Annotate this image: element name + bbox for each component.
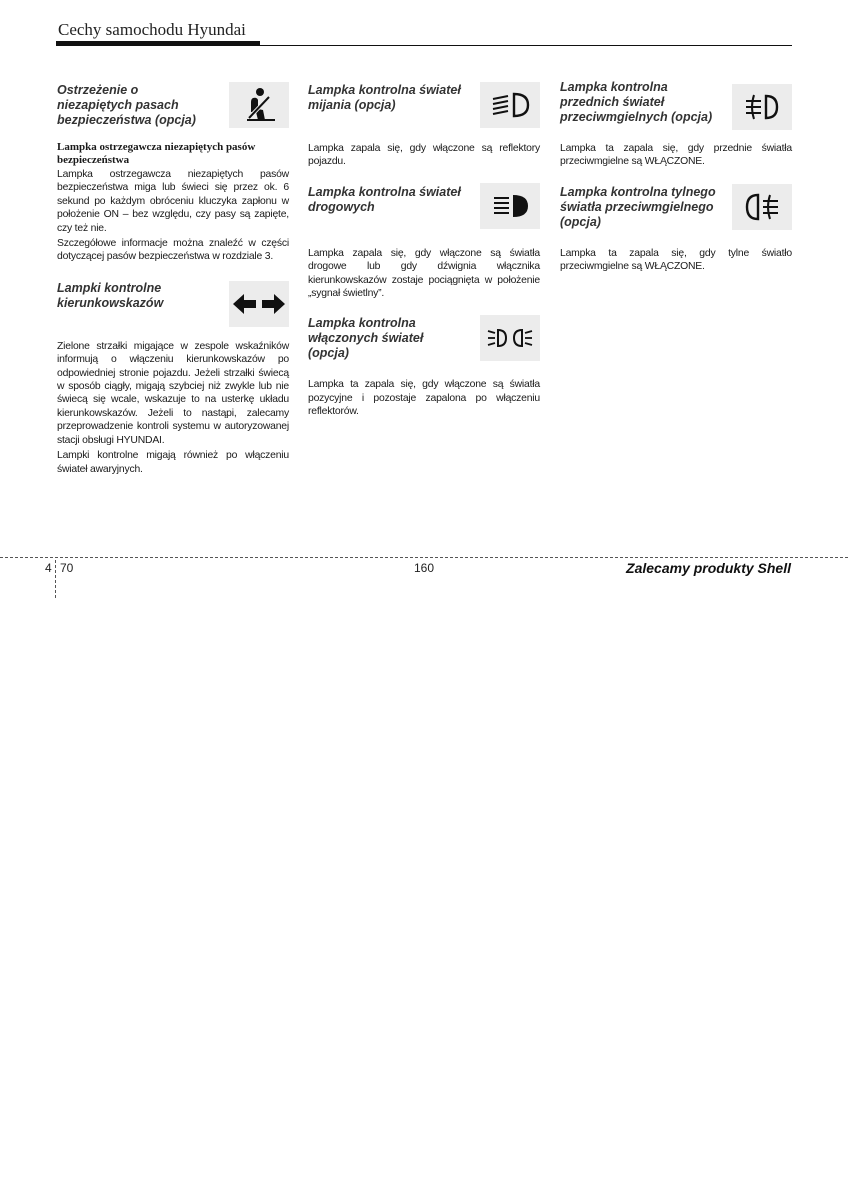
column-1 — [57, 80, 289, 476]
section-title: Lampka kontrolna tylnego światła przeciwmgielnego (opcja) — [560, 184, 716, 229]
section-position-lights — [308, 316, 540, 418]
turn-signal-arrows-icon — [229, 281, 289, 327]
paragraph: Lampka zapala się, gdy włączone są reflektory pojazdu. — [308, 143, 540, 168]
section-title: Lampka kontrolna świateł drogowych — [308, 184, 461, 214]
header-rule — [56, 45, 792, 46]
paragraph: Zielone strzałki migające w zespole wskaźników informują o włączeniu kierunkowskazów po odpowiedniej stronie pojazdu. Jeżeli strzałki świecą w sposób ciągły, migają szybciej niż zwykle lub nie świecą się wcale, wskazuje to na usterkę układu kierunkowskazów. Jeżeli to nastąpi, zalecamy przeprowadzenie kontroli systemu w autoryzowanej stacji obsługi HYUNDAI. — [57, 340, 289, 446]
section-title: Ostrzeżenie o niezapiętych pasach bezpieczeństwa (opcja) — [57, 83, 196, 127]
section-front-fog — [560, 80, 792, 169]
footer-dashed-divider — [55, 560, 56, 598]
section-title: Lampka kontrolna włączonych świateł (opcja) — [308, 316, 424, 361]
position-lights-icon — [480, 315, 540, 361]
footer-page-number: 70 — [60, 561, 74, 575]
subheading: Lampka ostrzegawcza niezapiętych pasów bezpieczeństwa — [57, 141, 256, 166]
paragraph: Lampka ostrzegawcza niezapiętych pasów bezpieczeństwa miga lub świeci się przez ok. 6 sekund po każdym obróceniu kluczyka zapłonu w położenie ON – bez względu, czy pasy są zapięte, czy też nie. — [57, 169, 289, 234]
section-turn-signals — [57, 281, 289, 476]
paragraph: Lampka ta zapala się, gdy włączone są światła pozycyjne i pozostaje zapalona po włączeniu reflektorów. — [308, 379, 540, 418]
column-3 — [560, 80, 792, 274]
rear-fog-light-icon — [732, 184, 792, 230]
section-seatbelt — [57, 80, 289, 264]
footer-shell-text: Zalecamy produkty Shell — [626, 560, 791, 576]
low-beam-icon — [480, 82, 540, 128]
paragraph: Lampki kontrolne migają również po włączeniu świateł awaryjnych. — [57, 450, 289, 475]
front-fog-light-icon — [732, 84, 792, 130]
section-low-beam — [308, 80, 540, 169]
section-title: Lampka kontrolna przednich świateł przeciwmgielnych (opcja) — [560, 80, 713, 124]
seatbelt-warning-icon — [229, 82, 289, 128]
paragraph: Lampka ta zapala się, gdy tylne światło przeciwmgielne są WŁĄCZONE. — [560, 247, 792, 273]
footer-chapter-number: 4 — [45, 561, 52, 575]
footer-dashed-rule — [0, 557, 848, 558]
column-2 — [308, 80, 540, 419]
section-rear-fog — [560, 185, 792, 274]
high-beam-icon — [480, 183, 540, 229]
section-high-beam — [308, 185, 540, 301]
section-title: Lampka kontrolna świateł mijania (opcja) — [308, 83, 461, 112]
page-header-title: Cechy samochodu Hyundai — [58, 20, 246, 39]
paragraph: Lampka zapala się, gdy włączone są światła drogowe lub gdy dźwignia włącznika kierunkowskazów zostaje pociągnięta w położenie „sygnał świetlny”. — [308, 247, 540, 300]
paragraph: Lampka ta zapala się, gdy przednie światła przeciwmgielne są WŁĄCZONE. — [560, 143, 792, 168]
section-title: Lampki kontrolne kierunkowskazów — [57, 280, 164, 310]
footer-center-number: 160 — [414, 561, 435, 575]
paragraph: Szczegółowe informacje można znaleźć w części dotyczącej pasów bezpieczeństwa w rozdziale 3. — [57, 238, 289, 263]
